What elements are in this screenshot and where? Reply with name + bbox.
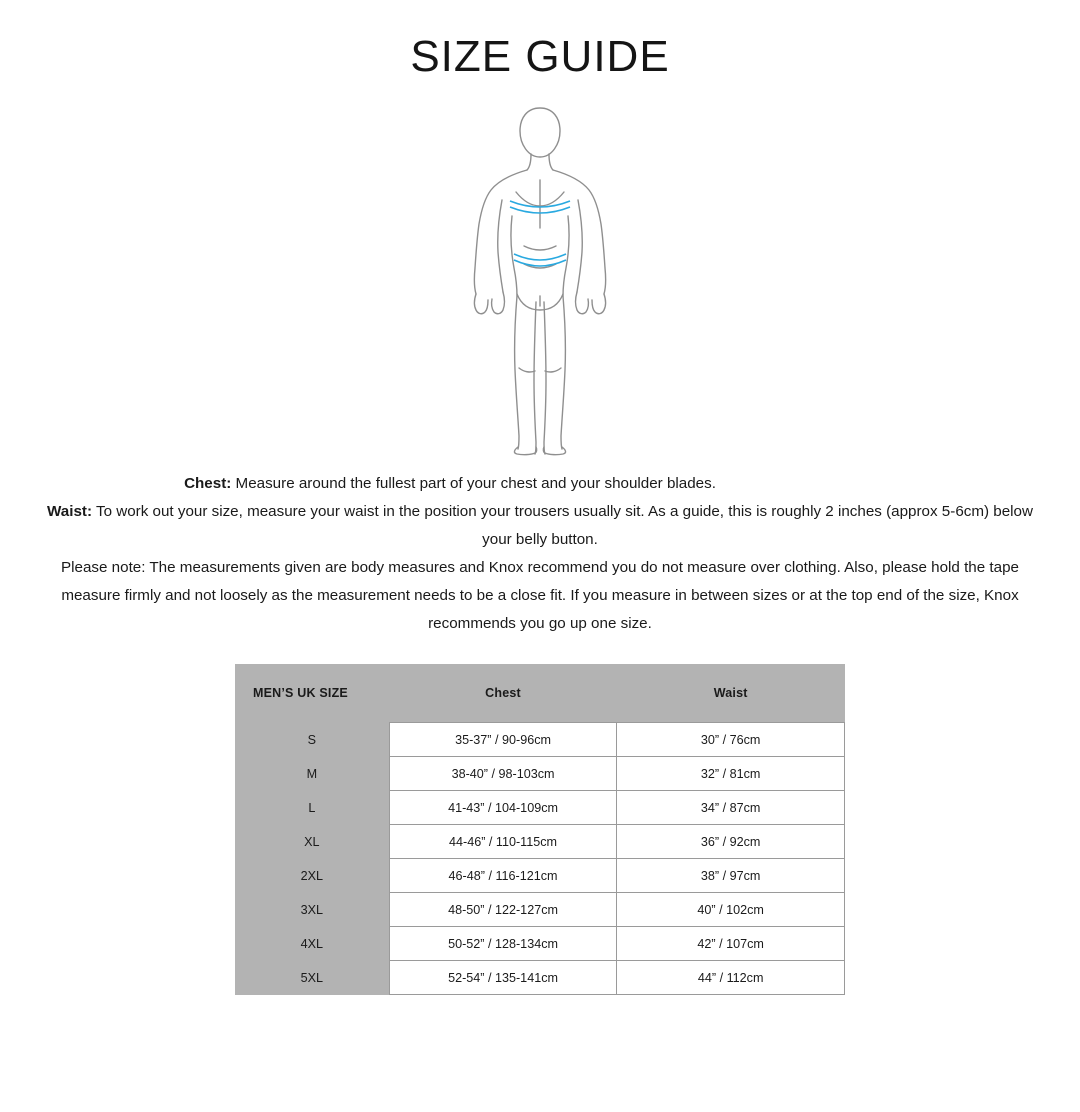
waist-note-text: To work out your size, measure your waist in the position your trousers usually sit. As a guide, this is roughly 2 inches (approx 5-6cm) below your belly button. <box>92 503 1033 548</box>
cell-chest: 38-40” / 98-103cm <box>389 757 617 791</box>
header-waist: Waist <box>617 664 845 723</box>
cell-chest: 50-52” / 128-134cm <box>389 927 617 961</box>
chest-note <box>40 470 860 498</box>
table-row <box>235 859 845 893</box>
waist-note-label: Waist: <box>47 503 93 520</box>
cell-chest: 52-54” / 135-141cm <box>389 961 617 995</box>
size-table-wrapper <box>235 664 845 995</box>
cell-size: 4XL <box>235 927 389 961</box>
measurement-notes <box>40 470 1040 638</box>
cell-size: 2XL <box>235 859 389 893</box>
male-body-outline-icon <box>390 96 690 456</box>
table-row <box>235 757 845 791</box>
body-figure <box>0 96 1080 456</box>
cell-chest: 44-46” / 110-115cm <box>389 825 617 859</box>
header-chest: Chest <box>389 664 617 723</box>
size-table-body <box>235 723 845 995</box>
cell-waist: 40” / 102cm <box>617 893 845 927</box>
cell-waist: 30” / 76cm <box>617 723 845 757</box>
size-table-head <box>235 664 845 723</box>
cell-chest: 41-43” / 104-109cm <box>389 791 617 825</box>
header-size: MEN’S UK SIZE <box>235 664 389 723</box>
cell-size: 5XL <box>235 961 389 995</box>
waist-measure-line <box>514 254 566 266</box>
cell-size: XL <box>235 825 389 859</box>
cell-size: 3XL <box>235 893 389 927</box>
cell-chest: 35-37” / 90-96cm <box>389 723 617 757</box>
table-row <box>235 961 845 995</box>
page-title: SIZE GUIDE <box>410 32 670 81</box>
cell-waist: 38” / 97cm <box>617 859 845 893</box>
table-header-row <box>235 664 845 723</box>
cell-size: S <box>235 723 389 757</box>
table-row <box>235 791 845 825</box>
table-row <box>235 893 845 927</box>
cell-size: L <box>235 791 389 825</box>
cell-waist: 34” / 87cm <box>617 791 845 825</box>
chest-note-label: Chest: <box>184 475 232 492</box>
cell-waist: 36” / 92cm <box>617 825 845 859</box>
table-row <box>235 723 845 757</box>
cell-chest: 46-48” / 116-121cm <box>389 859 617 893</box>
waist-note <box>40 498 1040 554</box>
cell-waist: 42” / 107cm <box>617 927 845 961</box>
table-row <box>235 825 845 859</box>
cell-size: M <box>235 757 389 791</box>
cell-chest: 48-50” / 122-127cm <box>389 893 617 927</box>
size-table <box>235 664 845 995</box>
please-note: Please note: The measurements given are body measures and Knox recommend you do not measure over clothing. Also, please hold the tape measure firmly and not loosely as the measurement needs to be a close fit. If you measure in between sizes or at the top end of the size, Knox recommends you go up one size. <box>61 559 1019 632</box>
cell-waist: 32” / 81cm <box>617 757 845 791</box>
table-row <box>235 927 845 961</box>
size-guide-page <box>0 32 1080 1112</box>
chest-note-text: Measure around the fullest part of your chest and your shoulder blades. <box>231 475 716 492</box>
cell-waist: 44” / 112cm <box>617 961 845 995</box>
